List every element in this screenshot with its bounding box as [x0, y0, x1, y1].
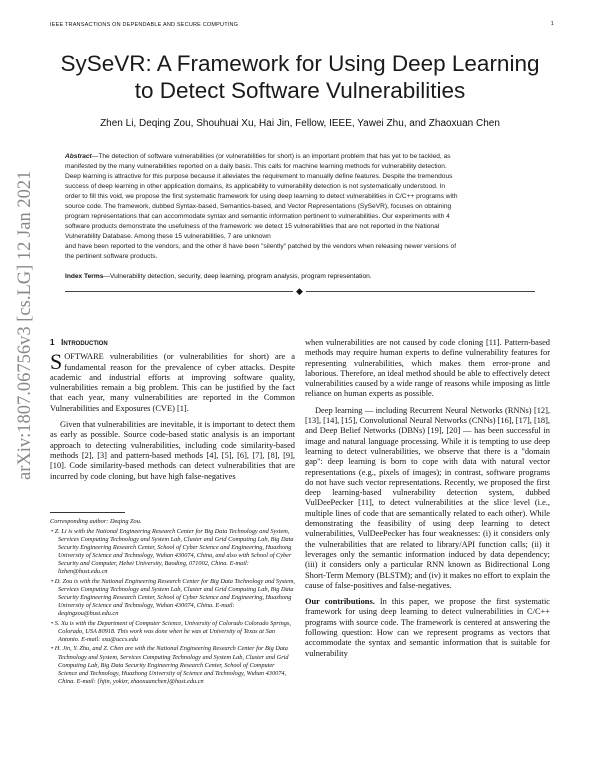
right-column [305, 338, 550, 659]
section-title: Introduction [61, 338, 108, 347]
drop-cap: S [50, 349, 63, 375]
abstract-line: order to fill this void, we propose the first systematic framework for using deep learning to detect vulnerabilities in C/C++ programs with [65, 193, 458, 200]
footnotes [50, 518, 295, 687]
abstract-line: manifested by the many vulnerabilities reported on a daily basis. This calls for machine learning methods for vulnerability detection. [65, 163, 447, 170]
title-line-1: SySeVR: A Framework for Using Deep Learning [60, 51, 540, 76]
footnote-item: • S. Xu is with the Department of Computer Science, University of Colorado Colorado Springs, Colorado, USA 80918. This work was done when he was at University of Texas at San Antonio. E-mail: sxu@uccs.edu [51, 619, 291, 643]
index-terms-label: Index Terms [65, 273, 104, 280]
abstract-line: —The detection of software vulnerabilities (or vulnerabilities for short) is an important problem that has yet to be tackled, as [91, 153, 451, 160]
footnote-item: • D. Zou is with the National Engineering Research Center for Big Data Technology and System, Services Computing Technology and System Lab, Cluster and Grid Computing Lab, Big Data Security Engineering Research Center, School of Cyber Science and Engineering, Huazhong University of Science and Technology, Wuhan 430074, China. E-mail: deqingzou@hust.edu.cn [51, 577, 295, 618]
footnote-item: • Z. Li is with the National Engineering Research Center for Big Data Technology and System, Services Computing Technology and System Lab, Cluster and Grid Computing Lab, Big Data Security Engineering Research Center, School of Cyber Science and Engineering, Huazhong University of Science and Technology, Wuhan 430074, China, and also with School of Cyber Security and Computer, Hebei University, Baoding, 071002, China. E-mail: lizhen@hust.edu.cn [51, 527, 294, 576]
journal-header: IEEE TRANSACTIONS ON DEPENDABLE AND SECURE COMPUTING [50, 22, 239, 28]
title-line-2: to Detect Software Vulnerabilities [134, 78, 466, 103]
contributions-label: Our contributions. [305, 597, 375, 607]
author-list: Zhen Li, Deqing Zou, Shouhuai Xu, Hai Jin, Fellow, IEEE, Yawei Zhu, and Zhaoxuan Chen [100, 118, 500, 129]
abstract [65, 152, 535, 262]
footnote-rule [50, 512, 125, 513]
abstract-line: the pertinent software products. [65, 253, 158, 260]
paper-title [0, 50, 600, 104]
index-terms-text: —Vulnerability detection, security, deep learning, program analysis, program representation. [103, 273, 372, 280]
abstract-line: success of deep learning in other application domains, its applicability to vulnerability detection is not systematically understood. In [65, 183, 446, 190]
divider-diamond: ◆ [293, 286, 306, 297]
right-paragraph-0: when vulnerabilities are not caused by code cloning [11]. Pattern-based methods may require human experts to define vulnerability features for representing vulnerabilities, which makes them error-prone and laborious. Therefore, an ideal method should be able to effectively detect vulnerabilities caused by a wide range of reasons while imposing as little reliance on human experts as possible. [305, 338, 550, 399]
footnote-item: • H. Jin, Y. Zhu, and Z. Chen are with the National Engineering Research Center for Big Data Technology and System, Services Computing Technology and System Lab, Cluster and Grid Computing Lab, Big Data Security Engineering Research Center, School of Computer Science and Technology, Huazhong University of Science and Technology, Wuhan 430074, China. E-mail: {hjin, yokizr, zhaoxuanchen}@hust.edu.cn [51, 645, 289, 685]
page-number: 1 [550, 21, 554, 27]
section-number: 1 [50, 338, 55, 347]
contributions-text: In this paper, we propose the first systematic framework for using deep learning to detect vulnerabilities in C/C++ programs with source code. The framework is centered at answering the following question: How can we represent programs as vectors that accommodate the syntax and semantic information that is suitable for vulnerability [305, 597, 551, 658]
corresponding-author: Corresponding author: Deqing Zou. [50, 518, 142, 525]
abstract-line: Vulnerability Database. Among these 15 vulnerabilities, 7 are unknown [65, 233, 271, 240]
abstract-line: source code. The framework, dubbed Syntax-based, Semantics-based, and Vector Representations (SySeVR), focuses on obtaining [65, 203, 452, 210]
intro-paragraph-1: OFTWARE vulnerabilities (or vulnerabilities for short) are a fundamental reason for the prevalence of cyber attacks. Despite academic and industrial efforts at improving software quality, vulnerabilities remain a big problem. This can be justified by the fact that each year, many vulnerabilities are reported in the Common Vulnerabilities and Exposures (CVE) [1]. [50, 352, 295, 413]
abstract-line: software products demonstrate the usefulness of the framework: we detect 15 vulnerabilities that are not reported in the National [65, 223, 440, 230]
abstract-line: program representations that can accommodate syntax and semantic information pertinent to vulnerabilities. Our experiments with 4 [65, 213, 450, 220]
abstract-label: Abstract [65, 153, 92, 160]
arxiv-identifier: arXiv:1807.06756v3 [cs.LG] 12 Jan 2021 [15, 170, 35, 480]
abstract-line: and have been reported to the vendors, and the other 8 have been "silently" patched by the vendors when releasing newer versions of [65, 243, 457, 250]
intro-paragraph-2: Given that vulnerabilities are inevitable, it is important to detect them as early as possible. Source code-based static analysis is an important approach to detecting vulnerabilities, including code similarity-based methods [2], [3] and pattern-based methods [4], [5], [6], [7], [8], [9], [10]. Code similarity-based methods can detect vulnerabilities that are incurred by code cloning, but have high false-negatives [50, 420, 295, 481]
right-paragraph-1: Deep learning — including Recurrent Neural Networks (RNNs) [12], [13], [14], [15], Convolutional Neural Networks (CNNs) [16], [17], [18], and Deep Belief Networks (DBNs) [19], [20] — has been successful in image and natural language processing. While it is tempting to use deep learning to detect vulnerabilities, we observe that there is a "domain gap": deep learning is born to cope with data with natural vector representations (e.g., pixels of images); in contrast, software programs do not have such vector representations. Recently, we proposed the first deep learning-based vulnerability detection system, dubbed VulDeePecker [11], to detect vulnerabilities at the slice level (i.e., multiple lines of code that are semantically related to each other). While demonstrating the feasibility of using deep learning to detect vulnerabilities, VulDeePecker has four weaknesses: (i) it considers only the vulnerabilities that are related to library/API function calls; (ii) it leverages only the semantic information induced by data dependency; (iii) it considers only a particular RNN known as Bidirectional Long Short-Term Memory (BLSTM); and (iv) it makes no effort to explain the cause of false-positives and false-negatives. [305, 405, 550, 590]
left-column [50, 338, 295, 482]
section-heading [50, 338, 295, 348]
abstract-line: Deep learning is attractive for this purpose because it alleviates the requirement to manually define features. Despite the tremendous [65, 173, 453, 180]
contributions-paragraph [305, 597, 550, 659]
index-terms [65, 272, 535, 282]
